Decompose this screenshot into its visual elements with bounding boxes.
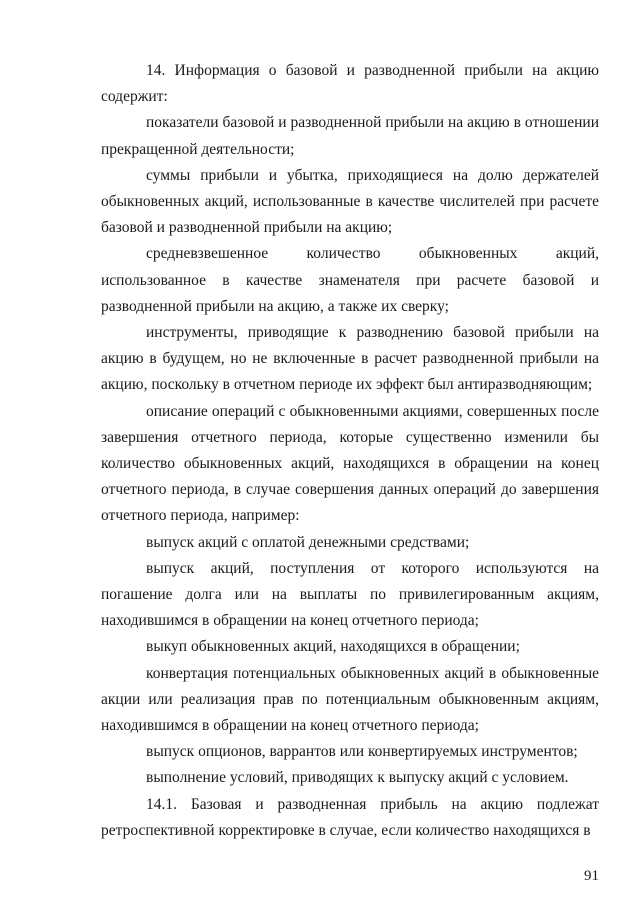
body-text: [101, 58, 599, 844]
paragraph: выполнение условий, приводящих к выпуску акций с условием.: [146, 769, 569, 787]
paragraph: инструменты, приводящие к разводнению базовой прибыли на акцию в будущем, но не включенные в расчет разводненной прибыли на акцию, поскольку в отчетном периоде их эффект был антиразводняющим;: [101, 324, 599, 394]
paragraph: 14.1. Базовая и разводненная прибыль на акцию подлежат ретроспективной корректировке в случае, если количество находящихся в: [101, 795, 599, 839]
paragraph: суммы прибыли и убытка, приходящиеся на долю держателей обыкновенных акций, использованные в качестве числителей при расчете базовой и разводненной прибыли на акцию;: [101, 166, 599, 237]
page-number: 91: [584, 868, 599, 884]
paragraph: описание операций с обыкновенными акциями, совершенных после завершения отчетного периода, которые существенно изменили бы количество обыкновенных акций, находящихся в обращении на конец отчетного периода, в случае совершения данных операций до завершения отчетного периода, например:: [101, 402, 599, 525]
paragraph: конвертация потенциальных обыкновенных акций в обыкновенные акции или реализация прав по потенциальным обыкновенным акциям, находившимся в обращении на конец отчетного периода;: [101, 664, 599, 735]
paragraph: 14. Информация о базовой и разводненной прибыли на акцию содержит:: [101, 62, 599, 106]
paragraph: средневзвешенное количество обыкновенных акций, использованное в качестве знаменателя при расчете базовой и разводненной прибыли на акцию, а также их сверку;: [101, 245, 599, 315]
paragraph: выпуск опционов, варрантов или конвертируемых инструментов;: [146, 743, 578, 761]
paragraph: выпуск акций с оплатой денежными средствами;: [146, 533, 470, 551]
paragraph: показатели базовой и разводненной прибыли на акцию в отношении прекращенной деятельности;: [101, 114, 599, 158]
paragraph: выкуп обыкновенных акций, находящихся в обращении;: [146, 638, 520, 656]
paragraph: выпуск акций, поступления от которого используются на погашение долга или на выплаты по привилегированным акциям, находившимся в обращении на конец отчетного периода;: [101, 559, 599, 630]
